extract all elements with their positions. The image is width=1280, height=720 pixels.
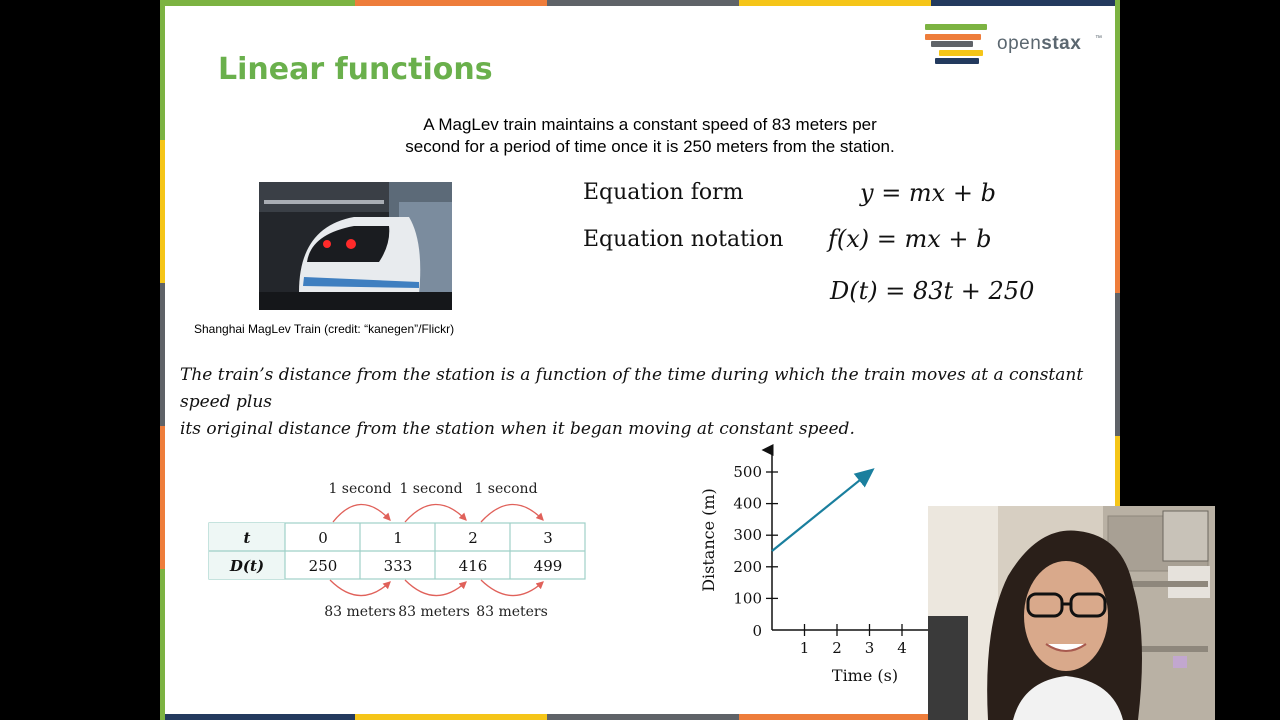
intro-line-1: A MagLev train maintains a constant speed of 83 meters per — [423, 115, 877, 134]
bottom-color-bar-yellow — [355, 714, 547, 720]
top-color-bar-green — [160, 0, 355, 6]
x-ticks — [800, 624, 907, 657]
bottom-arrow-3 — [481, 580, 543, 596]
logo-wordmark — [997, 33, 1081, 55]
presenter-video — [928, 506, 1215, 720]
slide-title: Linear functions — [218, 52, 493, 87]
series-layer — [772, 472, 870, 551]
bottom-color-bar-navy — [160, 714, 355, 720]
left-stripe-gray — [160, 283, 165, 426]
top-color-bar-gray — [547, 0, 739, 6]
table-t-cell-0: 0 — [318, 529, 328, 547]
statement-line-2: its original distance from the station when it began moving at constant speed. — [180, 419, 855, 439]
y-tick-label-1: 100 — [733, 589, 762, 608]
table-d-cell-1: 333 — [383, 557, 413, 575]
right-stripe-yellow — [1115, 436, 1120, 516]
distance-table-diagram — [200, 470, 600, 630]
right-stripe-orange — [1115, 150, 1120, 293]
webcam-video-overlay — [928, 506, 1215, 720]
right-stripe-green — [1115, 0, 1120, 150]
logo-stripe-yellow — [939, 50, 983, 56]
logo-stripe-navy — [935, 58, 979, 64]
bottom-color-bar-gray — [547, 714, 739, 720]
equation-notation-math: f(x) = mx + b — [828, 225, 992, 253]
x-tick-label-2: 3 — [864, 639, 875, 657]
left-stripe-green-2 — [160, 569, 165, 720]
top-arrow-label-2: 1 second — [399, 481, 463, 497]
equation-specific-math: D(t) = 83t + 250 — [830, 277, 1035, 305]
distance-time-graph — [690, 440, 960, 690]
top-color-bar-navy — [931, 0, 1120, 6]
bottom-color-bar-orange — [739, 714, 931, 720]
logo-wordmark-prefix: open — [997, 33, 1042, 54]
equation-form-math: y = mx + b — [860, 179, 996, 207]
y-tick-label-0: 0 — [752, 622, 762, 640]
function-statement — [180, 362, 1110, 443]
table-t-cell-2: 2 — [468, 529, 478, 547]
photo-caption: Shanghai MagLev Train (credit: “kanegen”/Flickr) — [194, 322, 455, 336]
table-header-d: D(t) — [229, 557, 265, 575]
table-d-cell-0: 250 — [308, 557, 338, 575]
top-arrow-1 — [333, 504, 390, 522]
table-d-cell-2: 416 — [458, 557, 488, 575]
bottom-arrow-2 — [405, 580, 466, 596]
x-tick-label-0: 1 — [799, 639, 810, 657]
top-arrow-3 — [481, 504, 543, 522]
y-tick-label-2: 200 — [733, 557, 762, 576]
logo-stripe-gray — [931, 41, 973, 47]
statement-line-1: The train’s distance from the station is a function of the time during which the train moves at a constant speed plus — [180, 365, 1084, 412]
top-arrow-label-3: 1 second — [474, 481, 538, 497]
table-t-cell-1: 1 — [393, 529, 403, 547]
logo-stripe-orange — [925, 34, 981, 40]
logo-wordmark-suffix: stax — [1041, 33, 1082, 54]
table-t-cell-3: 3 — [543, 529, 553, 547]
x-tick-label-3: 4 — [897, 639, 907, 657]
top-color-bar-yellow — [739, 0, 931, 6]
left-stripe-orange — [160, 426, 165, 569]
intro-line-2: second for a period of time once it is 250 meters from the station. — [405, 137, 895, 156]
right-stripe-gray — [1115, 293, 1120, 436]
top-arrow-label-1: 1 second — [328, 481, 392, 497]
top-arrow-2 — [405, 504, 466, 522]
maglev-train-photo — [259, 182, 452, 310]
left-stripe-green — [160, 0, 165, 140]
train-illustration — [259, 182, 452, 310]
bottom-arrow-label-3: 83 meters — [476, 604, 548, 620]
series-line-0 — [772, 472, 870, 551]
top-color-bar-orange — [355, 0, 547, 6]
y-tick-label-5: 500 — [733, 463, 762, 481]
table-svg — [200, 470, 600, 630]
equation-notation-label: Equation notation — [583, 227, 784, 252]
left-stripe-yellow — [160, 140, 165, 283]
y-axis-label: Distance (m) — [699, 488, 718, 592]
bottom-arrow-label-2: 83 meters — [398, 604, 470, 620]
x-tick-label-1: 2 — [832, 639, 842, 657]
y-tick-label-3: 300 — [733, 526, 762, 545]
x-axis-label: Time (s) — [831, 666, 899, 685]
bottom-arrow-1 — [330, 580, 390, 596]
openstax-logo — [925, 24, 1105, 66]
equation-form-label: Equation form — [583, 180, 744, 205]
problem-intro — [360, 114, 940, 158]
graph-svg — [690, 440, 960, 690]
logo-stripe-green — [925, 24, 987, 30]
y-tick-label-4: 400 — [733, 494, 762, 513]
bottom-arrow-label-1: 83 meters — [324, 604, 396, 620]
table-header-t: t — [243, 529, 251, 547]
table-d-cell-3: 499 — [533, 557, 563, 575]
logo-trademark: ™ — [1095, 35, 1102, 42]
